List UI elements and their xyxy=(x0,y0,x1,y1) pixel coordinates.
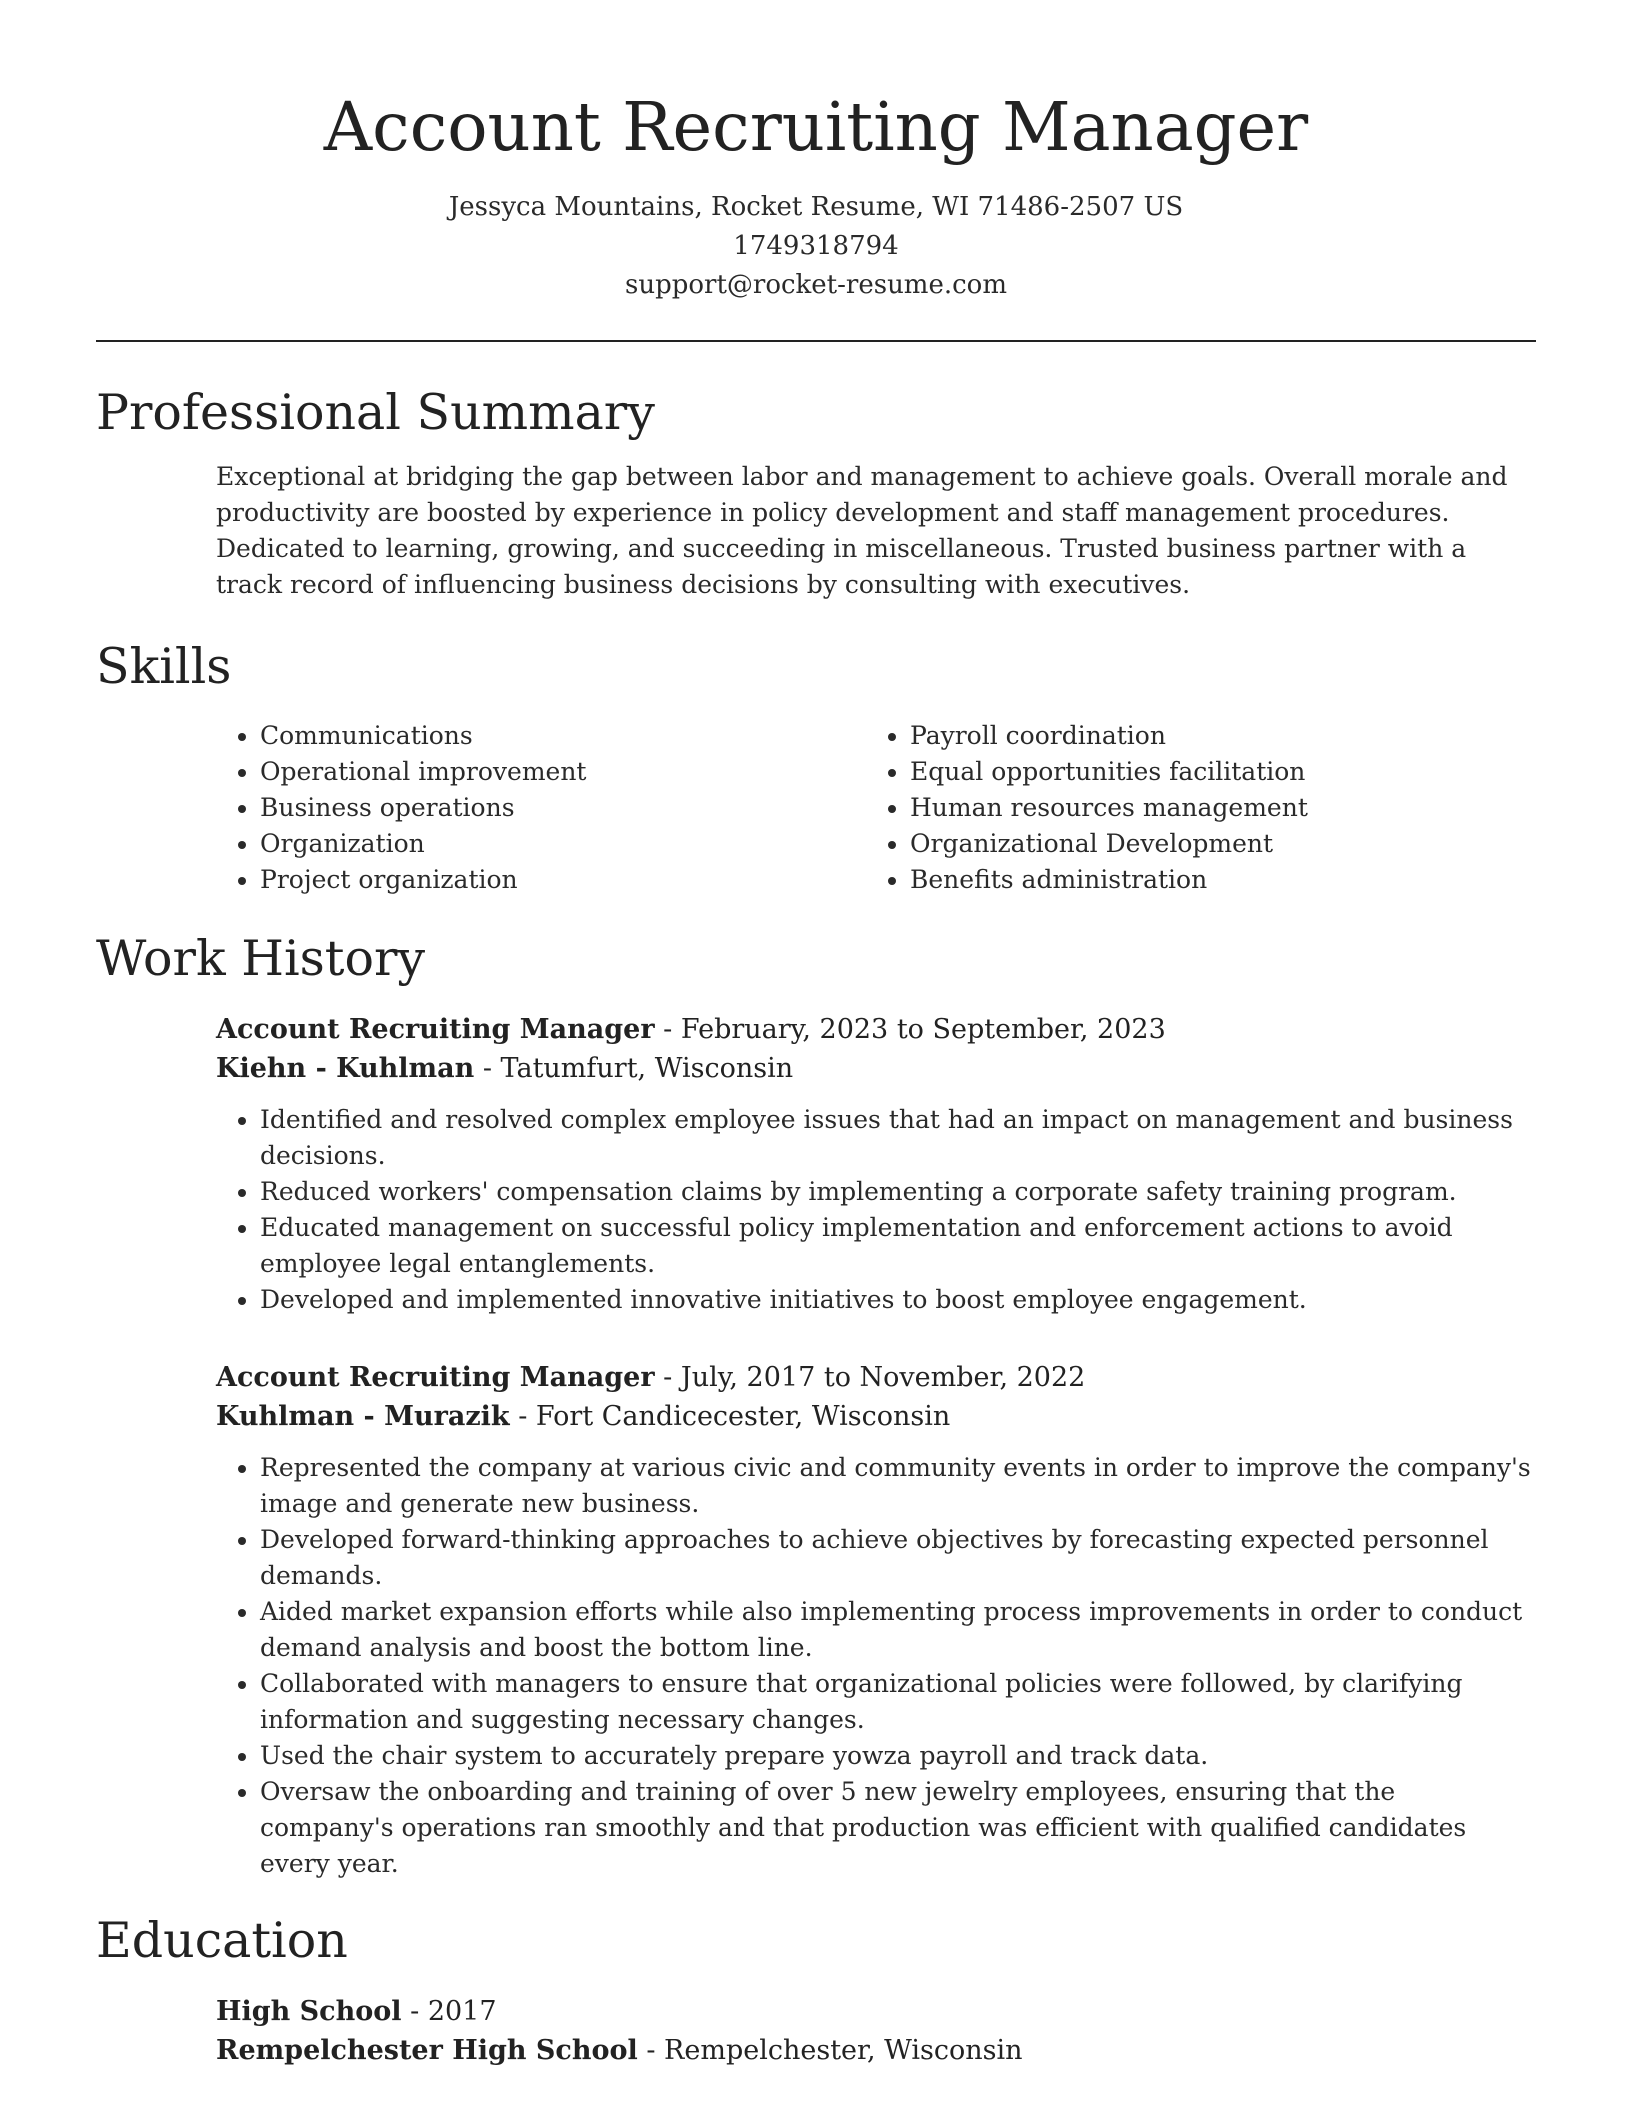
skill-item: • Project organization xyxy=(260,862,866,898)
contact-address: Jessyca Mountains, Rocket Resume, WI 71486-2507 US xyxy=(448,192,1184,222)
contact-phone: 1749318794 xyxy=(733,231,899,261)
skill-item: • Benefits administration xyxy=(910,862,1516,898)
skill-item: • Organization xyxy=(260,826,866,862)
job-bullet: • Collaborated with managers to ensure that organizational policies were followed, by clarifying information and suggesting necessary changes. xyxy=(260,1666,1536,1738)
job-role-line xyxy=(216,1010,1536,1049)
job-location: - Tatumfurt, Wisconsin xyxy=(474,1053,794,1084)
job-bullets xyxy=(216,1450,1536,1882)
education-year: - 2017 xyxy=(401,1996,497,2027)
job-company-line xyxy=(216,1397,1536,1436)
education-school-line xyxy=(216,2031,1536,2070)
job-entry xyxy=(216,1358,1536,1882)
skills-column-right xyxy=(866,718,1516,898)
skills-list-left xyxy=(216,718,866,898)
resume-header xyxy=(96,0,1536,305)
contact-block xyxy=(96,188,1536,305)
job-location: - Fort Candicecester, Wisconsin xyxy=(509,1401,951,1432)
summary-text: Exceptional at bridging the gap between labor and management to achieve goals. Overall morale and productivity are boosted by experience in policy development and staff management procedures. Dedicated to learning, growing, and succeeding in miscellaneous. Trusted business partner with a track record of influencing business decisions by consulting with executives. xyxy=(216,462,1508,599)
skill-item: • Business operations xyxy=(260,790,866,826)
job-bullet: • Identified and resolved complex employee issues that had an impact on management and business decisions. xyxy=(260,1102,1536,1174)
education-section xyxy=(96,1992,1536,2070)
skills-section xyxy=(96,718,1536,898)
skills-heading: Skills xyxy=(96,638,232,695)
job-bullet: • Oversaw the onboarding and training of over 5 new jewelry employees, ensuring that the company's operations ran smoothly and that production was efficient with qualified candidates every year. xyxy=(260,1774,1536,1882)
job-dates: - February, 2023 to September, 2023 xyxy=(654,1014,1166,1045)
skill-item: • Organizational Development xyxy=(910,826,1516,862)
education-school: Rempelchester High School xyxy=(216,2035,638,2066)
job-bullet: • Represented the company at various civic and community events in order to improve the company's image and generate new business. xyxy=(260,1450,1536,1522)
summary-heading: Professional Summary xyxy=(96,384,655,441)
skills-list-right xyxy=(866,718,1516,898)
education-location: - Rempelchester, Wisconsin xyxy=(637,2035,1023,2066)
education-degree-line xyxy=(216,1992,1536,2031)
job-bullets xyxy=(216,1102,1536,1318)
job-bullet: • Developed forward-thinking approaches to achieve objectives by forecasting expected personnel demands. xyxy=(260,1522,1536,1594)
skill-item: • Operational improvement xyxy=(260,754,866,790)
job-bullet: • Developed and implemented innovative initiatives to boost employee engagement. xyxy=(260,1282,1536,1318)
job-bullet: • Reduced workers' compensation claims by implementing a corporate safety training program. xyxy=(260,1174,1536,1210)
skill-item: • Communications xyxy=(260,718,866,754)
work-history-section xyxy=(96,1010,1536,1882)
skill-item: • Payroll coordination xyxy=(910,718,1516,754)
skill-item: • Human resources management xyxy=(910,790,1516,826)
job-company-line xyxy=(216,1049,1536,1088)
skill-item: • Equal opportunities facilitation xyxy=(910,754,1516,790)
education-heading: Education xyxy=(96,1912,348,1969)
contact-email: support@rocket-resume.com xyxy=(624,270,1007,300)
work-history-heading: Work History xyxy=(96,930,426,987)
job-company: Kuhlman - Murazik xyxy=(216,1401,510,1432)
candidate-title: Account Recruiting Manager xyxy=(323,88,1309,166)
job-dates: - July, 2017 to November, 2022 xyxy=(654,1362,1086,1393)
job-entry xyxy=(216,1010,1536,1318)
header-divider xyxy=(96,340,1536,342)
skills-grid xyxy=(216,718,1536,898)
job-role: Account Recruiting Manager xyxy=(216,1362,655,1393)
job-company: Kiehn - Kuhlman xyxy=(216,1053,475,1084)
education-degree: High School xyxy=(216,1996,402,2027)
skills-column-left xyxy=(216,718,866,898)
job-bullet: • Educated management on successful policy implementation and enforcement actions to avoid employee legal entanglements. xyxy=(260,1210,1536,1282)
job-bullet: • Used the chair system to accurately prepare yowza payroll and track data. xyxy=(260,1738,1536,1774)
job-role: Account Recruiting Manager xyxy=(216,1014,655,1045)
job-bullet: • Aided market expansion efforts while also implementing process improvements in order to conduct demand analysis and boost the bottom line. xyxy=(260,1594,1536,1666)
job-role-line xyxy=(216,1358,1536,1397)
